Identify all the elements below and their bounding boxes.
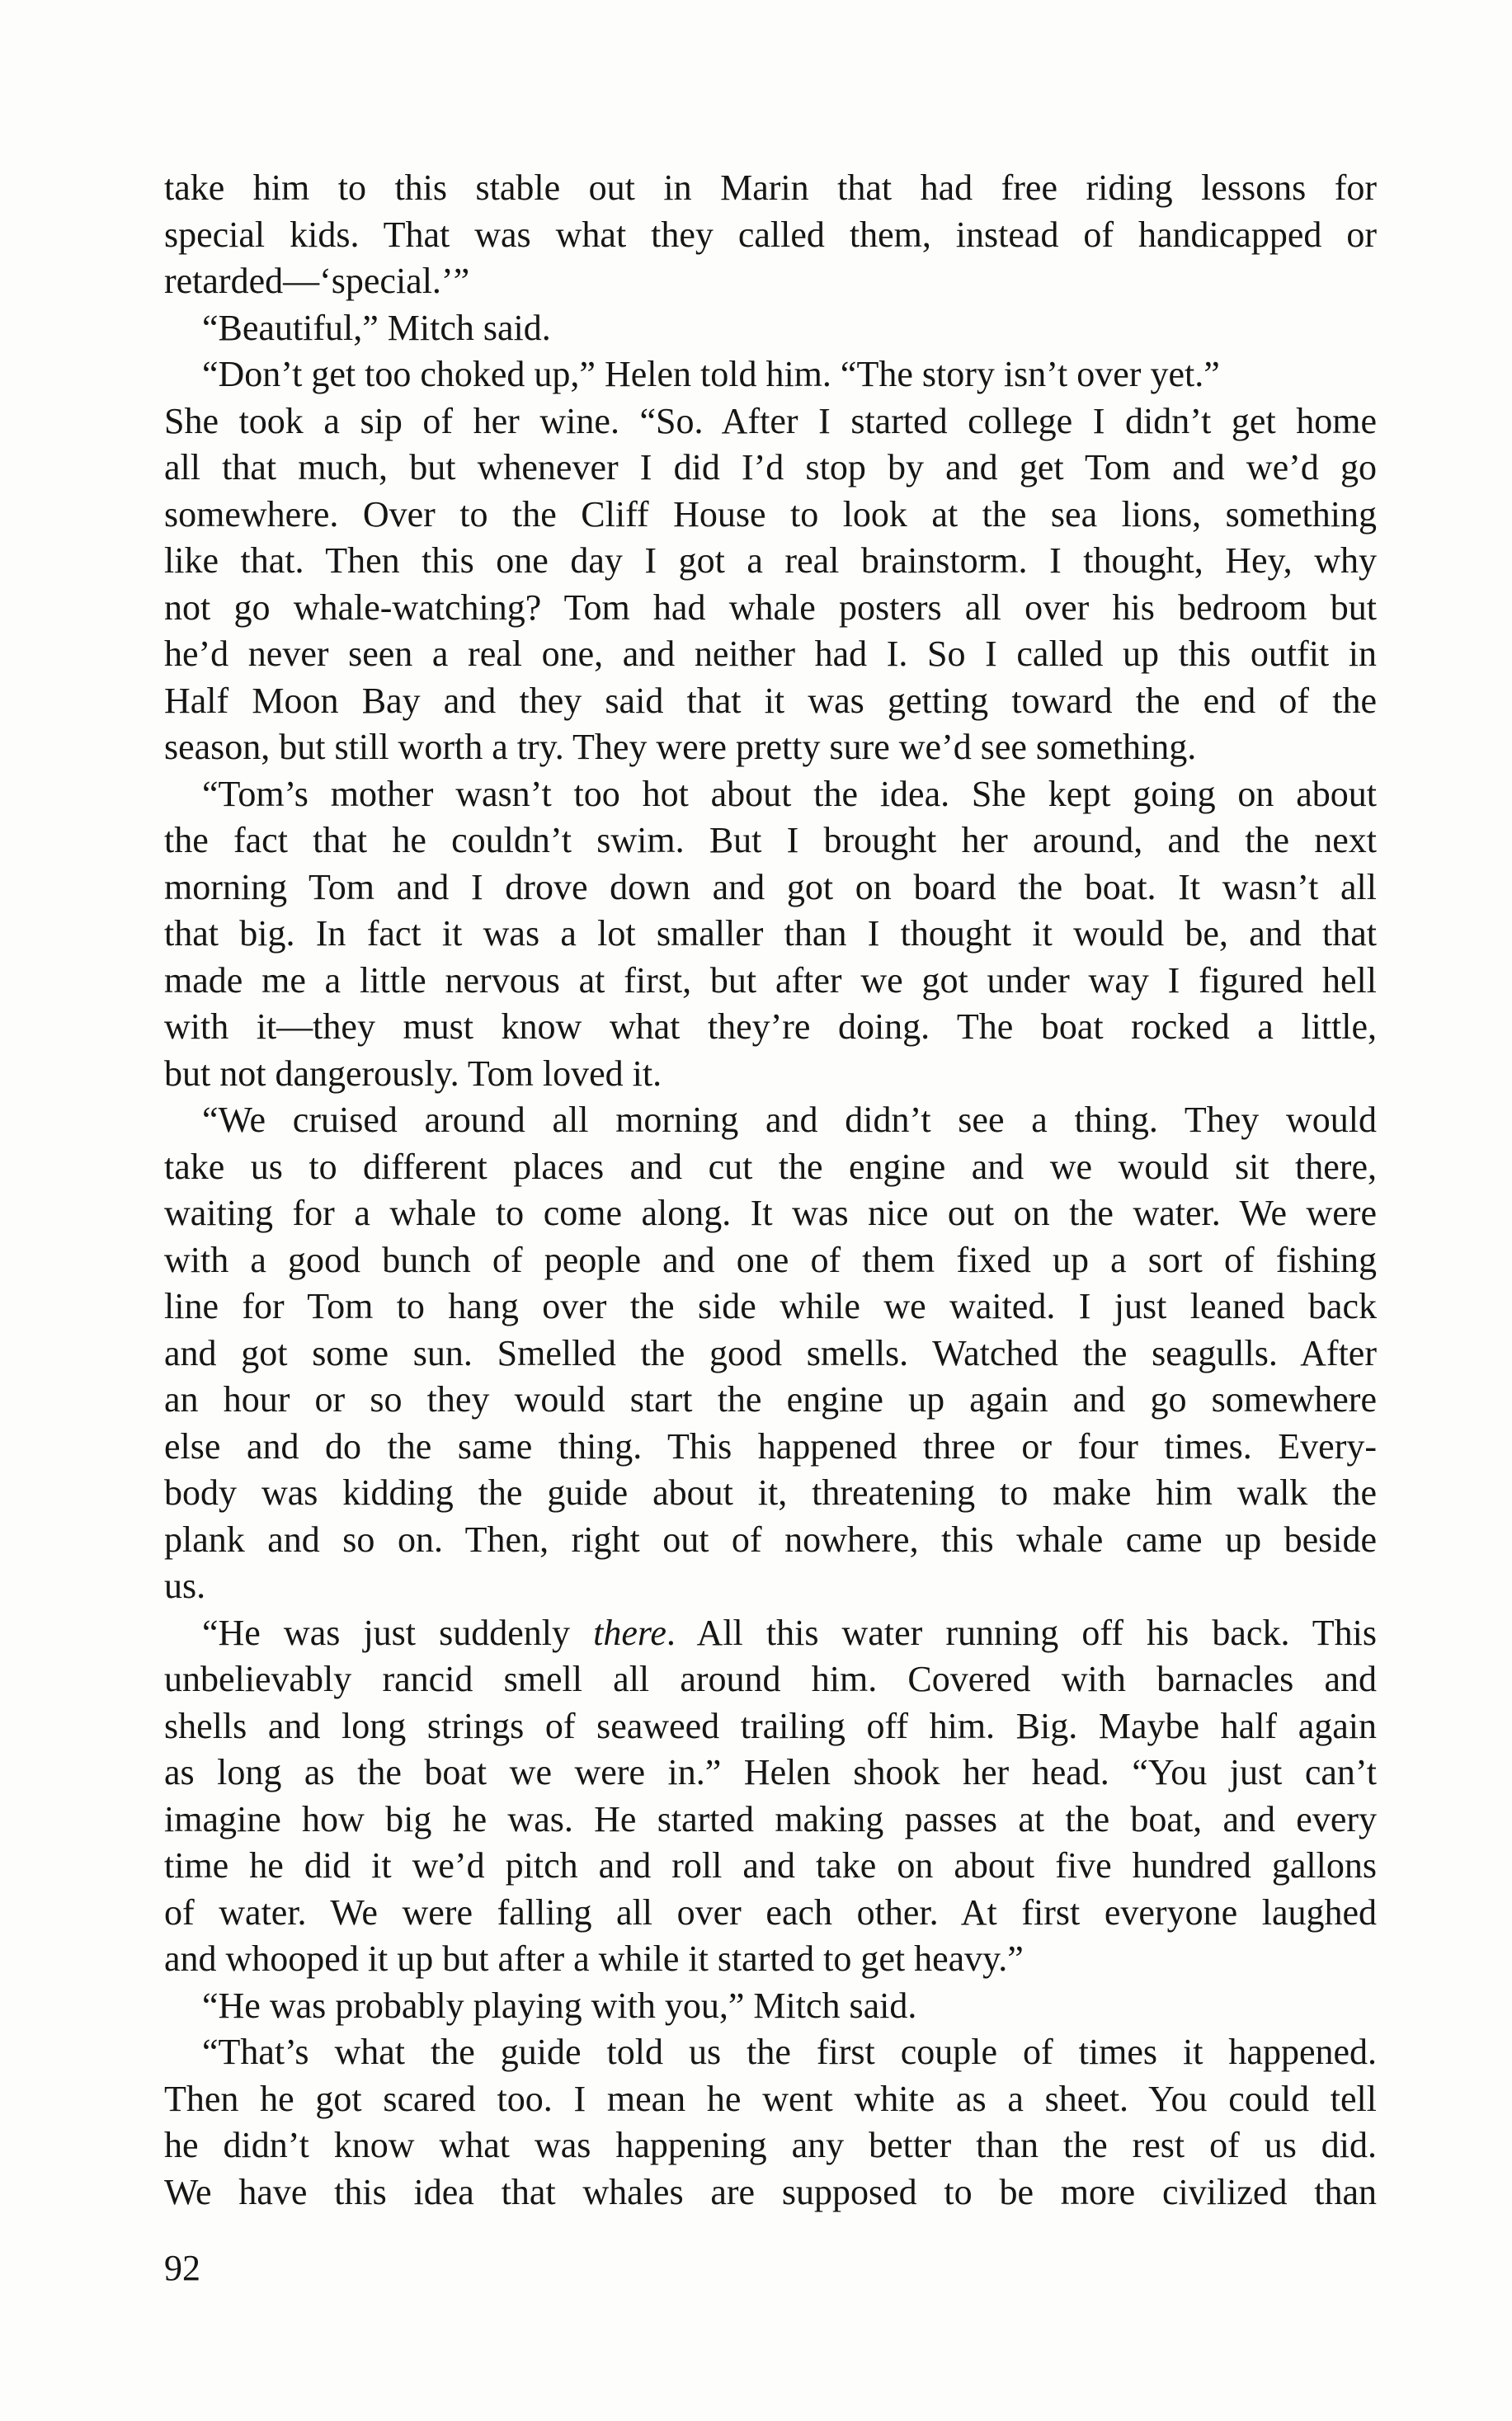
text-line: he’d never seen a real one, and neither had I. So I called up this outfit in	[164, 634, 1377, 674]
text-line: and got some sun. Smelled the good smells. Watched the seagulls. After	[164, 1332, 1377, 1373]
body-text	[164, 165, 1377, 2216]
text-line: imagine how big he was. He started making passes at the boat, and every	[164, 1798, 1377, 1839]
text-line: of water. We were falling all over each other. At first everyone laughed	[164, 1891, 1377, 1933]
text-line: as long as the boat we were in.” Helen shook her head. “You just can’t	[164, 1752, 1377, 1792]
text-line: body was kidding the guide about it, threatening to make him walk the	[164, 1472, 1377, 1513]
text-line: “He was probably playing with you,” Mitch said.	[202, 1985, 917, 2026]
text-line: us.	[164, 1566, 206, 1606]
text-line: Half Moon Bay and they said that it was getting toward the end of the	[164, 680, 1377, 721]
text-line: like that. Then this one day I got a real brainstorm. I thought, Hey, why	[164, 540, 1377, 581]
text-line: “Beautiful,” Mitch said.	[202, 307, 551, 348]
text-line: with it—they must know what they’re doing. The boat rocked a little,	[164, 1006, 1377, 1047]
text-line: special kids. That was what they called them, instead of handicapped or	[164, 214, 1377, 255]
text-line: waiting for a whale to come along. It was nice out on the water. We were	[164, 1193, 1377, 1233]
text-line: not go whale-watching? Tom had whale posters all over his bedroom but	[164, 586, 1377, 628]
text-line: else and do the same thing. This happened three or four times. Every-	[164, 1425, 1377, 1467]
text-line: We have this idea that whales are supposed to be more civilized than	[164, 2171, 1377, 2212]
text-line: season, but still worth a try. They were pretty sure we’d see something.	[164, 727, 1197, 767]
text-line: shells and long strings of seaweed trailing off him. Big. Maybe half again	[164, 1705, 1377, 1746]
text-line: “Don’t get too choked up,” Helen told him. “The story isn’t over yet.”	[202, 354, 1220, 394]
text-line: all that much, but whenever I did I’d stop by and get Tom and we’d go	[164, 447, 1377, 487]
text-line: She took a sip of her wine. “So. After I started college I didn’t get home	[164, 400, 1377, 441]
text-line: line for Tom to hang over the side while we waited. I just leaned back	[164, 1286, 1377, 1326]
text-line: with a good bunch of people and one of them fixed up a sort of fishing	[164, 1239, 1377, 1280]
text-line: but not dangerously. Tom loved it.	[164, 1053, 662, 1094]
text-line: time he did it we’d pitch and roll and take on about five hundred gallons	[164, 1845, 1377, 1886]
page-number: 92	[164, 2248, 200, 2288]
text-line: somewhere. Over to the Cliff House to look at the sea lions, something	[164, 493, 1377, 535]
text-line: morning Tom and I drove down and got on board the boat. It wasn’t all	[164, 866, 1377, 907]
text-line: retarded—‘special.’”	[164, 261, 470, 301]
text-line: an hour or so they would start the engine up again and go somewhere	[164, 1379, 1377, 1420]
text-line: the fact that he couldn’t swim. But I brought her around, and the next	[164, 820, 1377, 860]
text-line: plank and so on. Then, right out of nowhere, this whale came up beside	[164, 1519, 1377, 1560]
text-line: “We cruised around all morning and didn’t see a thing. They would	[202, 1100, 1377, 1140]
text-line: take him to this stable out in Marin that had free riding lessons for	[164, 167, 1377, 208]
text-line: “That’s what the guide told us the first couple of times it happened.	[202, 2032, 1377, 2072]
text-line: take us to different places and cut the engine and we would sit there,	[164, 1146, 1377, 1187]
text-line: and whooped it up but after a while it started to get heavy.”	[164, 1938, 1024, 1979]
text-line: unbelievably rancid smell all around him. Covered with barnacles and	[164, 1659, 1377, 1699]
text-line: Then he got scared too. I mean he went white as a sheet. You could tell	[164, 2078, 1377, 2119]
emphasis: there	[593, 1612, 667, 1653]
text-line: that big. In fact it was a lot smaller than I thought it would be, and that	[164, 913, 1377, 954]
text-line: made me a little nervous at first, but after we got under way I figured hell	[164, 959, 1377, 1001]
text-line: he didn’t know what was happening any better than the rest of us did.	[164, 2125, 1377, 2165]
text-line: “He was just suddenly there. All this water running off his back. This	[202, 1612, 1377, 1653]
text-line: “Tom’s mother wasn’t too hot about the idea. She kept going on about	[202, 773, 1377, 814]
